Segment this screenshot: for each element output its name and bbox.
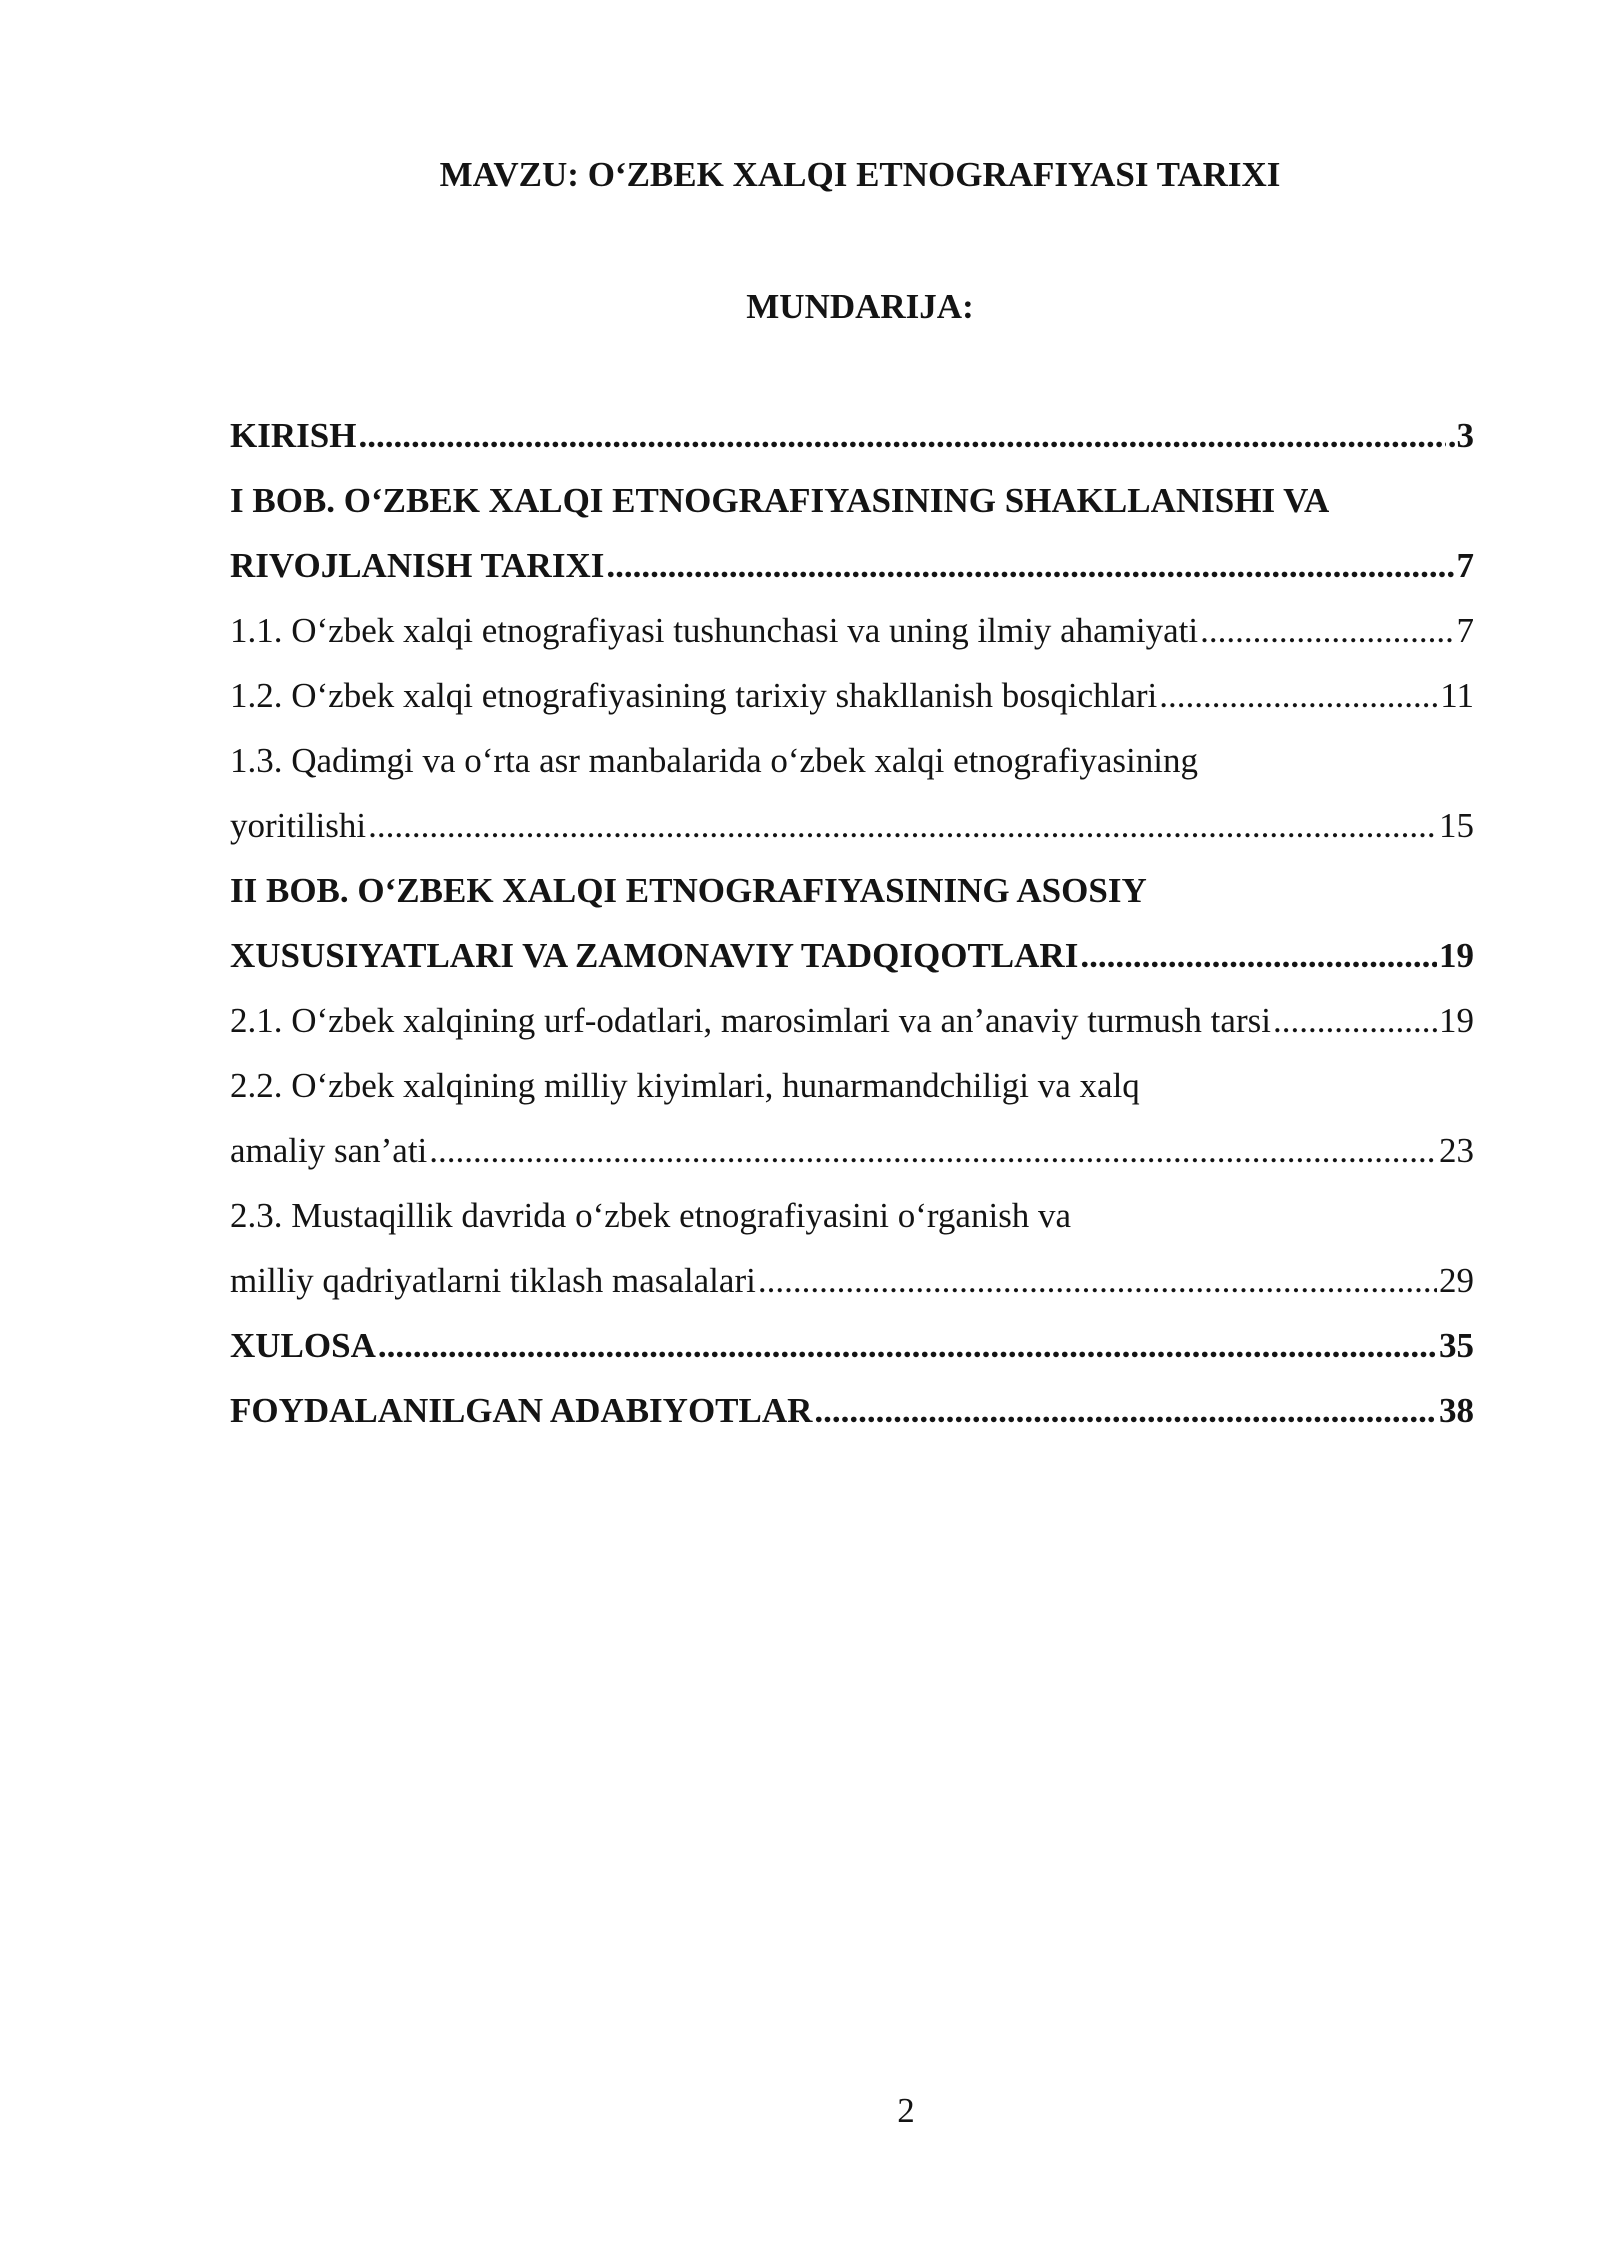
toc-heading: MUNDARIJA:: [746, 287, 974, 326]
toc-entry-chapter-2: [230, 867, 1474, 932]
toc-page-number: 19: [1439, 1001, 1474, 1040]
toc-entry-section-1-1: [230, 607, 1474, 672]
toc-entry-text: RIVOJLANISH TARIXI: [230, 546, 605, 585]
toc-dot-leader: [814, 1387, 1437, 1435]
toc-entry-text: yoritilishi: [230, 806, 367, 845]
toc-entry-chapter-1-cont: [230, 542, 1474, 607]
toc-page-number: 23: [1439, 1131, 1474, 1170]
toc-entry-section-1-3: [230, 737, 1474, 802]
toc-entry-text: 1.3. Qadimgi va o‘rta asr manbalarida o‘zbek xalqi etnografiyasining: [230, 741, 1199, 780]
toc-entry-xulosa: [230, 1322, 1474, 1387]
page-number: 2: [897, 2091, 915, 2130]
toc-entry-kirish: [230, 412, 1474, 477]
toc-page-number: 29: [1439, 1261, 1474, 1300]
toc-entry-section-2-2-cont: [230, 1127, 1474, 1192]
toc-page-number: 35: [1439, 1326, 1474, 1365]
toc-entry-section-2-1: [230, 997, 1474, 1062]
toc-entry-section-2-3: [230, 1192, 1474, 1257]
toc-entry-text: FOYDALANILGAN ADABIYOTLAR: [230, 1391, 813, 1430]
toc-entry-text: milliy qadriyatlarni tiklash masalalari: [230, 1261, 756, 1300]
toc-entry-text: 2.1. O‘zbek xalqining urf-odatlari, marosimlari va an’anaviy turmush tarsi: [230, 1001, 1271, 1040]
toc-entry-section-2-2: [230, 1062, 1474, 1127]
toc-dot-leader: [378, 1322, 1437, 1370]
toc-dot-leader: [1159, 672, 1438, 720]
toc-entry-chapter-1: [230, 477, 1474, 542]
toc-entry-text: 2.3. Mustaqillik davrida o‘zbek etnografiyasini o‘rganish va: [230, 1196, 1072, 1235]
toc-entry-text: amaliy san’ati: [230, 1131, 428, 1170]
toc-entry-text: 2.2. O‘zbek xalqining milliy kiyimlari, hunarmandchiligi va xalq: [230, 1066, 1140, 1105]
toc-entry-chapter-2-cont: [230, 932, 1474, 997]
toc-page-number: 38: [1439, 1391, 1474, 1430]
toc-entry-adabiyotlar: [230, 1387, 1474, 1452]
toc-dot-leader: [1273, 997, 1437, 1045]
toc-entry-text: I BOB. O‘ZBEK XALQI ETNOGRAFIYASINING SHAKLLANISHI VA: [230, 481, 1330, 520]
toc-page-number: 7: [1456, 546, 1474, 585]
toc-dot-leader: [1080, 932, 1437, 980]
toc-page-number: 7: [1456, 611, 1474, 650]
toc-entry-text: XUSUSIYATLARI VA ZAMONAVIY TADQIQOTLARI: [230, 936, 1079, 975]
toc-dot-leader: [758, 1257, 1437, 1305]
toc-dot-leader: [606, 542, 1454, 590]
table-of-contents: [230, 412, 1474, 1452]
toc-page-number: .3: [1447, 416, 1474, 455]
toc-entry-text: 1.1. O‘zbek xalqi etnografiyasi tushunchasi va uning ilmiy ahamiyati: [230, 611, 1199, 650]
toc-entry-section-1-3-cont: [230, 802, 1474, 867]
toc-dot-leader: [368, 802, 1437, 850]
document-title: MAVZU: O‘ZBEK XALQI ETNOGRAFIYASI TARIXI: [439, 155, 1281, 194]
toc-dot-leader: [429, 1127, 1437, 1175]
toc-entry-text: KIRISH: [230, 416, 357, 455]
toc-page-number: 19: [1439, 936, 1474, 975]
toc-entry-section-1-2: [230, 672, 1474, 737]
toc-dot-leader: [358, 412, 1445, 460]
toc-entry-text: II BOB. O‘ZBEK XALQI ETNOGRAFIYASINING ASOSIY: [230, 871, 1147, 910]
toc-entry-section-2-3-cont: [230, 1257, 1474, 1322]
toc-page-number: 15: [1439, 806, 1474, 845]
toc-entry-text: XULOSA: [230, 1326, 376, 1365]
toc-entry-text: 1.2. O‘zbek xalqi etnografiyasining tarixiy shakllanish bosqichlari: [230, 676, 1158, 715]
toc-dot-leader: [1200, 607, 1454, 655]
toc-page-number: 11: [1440, 676, 1474, 715]
